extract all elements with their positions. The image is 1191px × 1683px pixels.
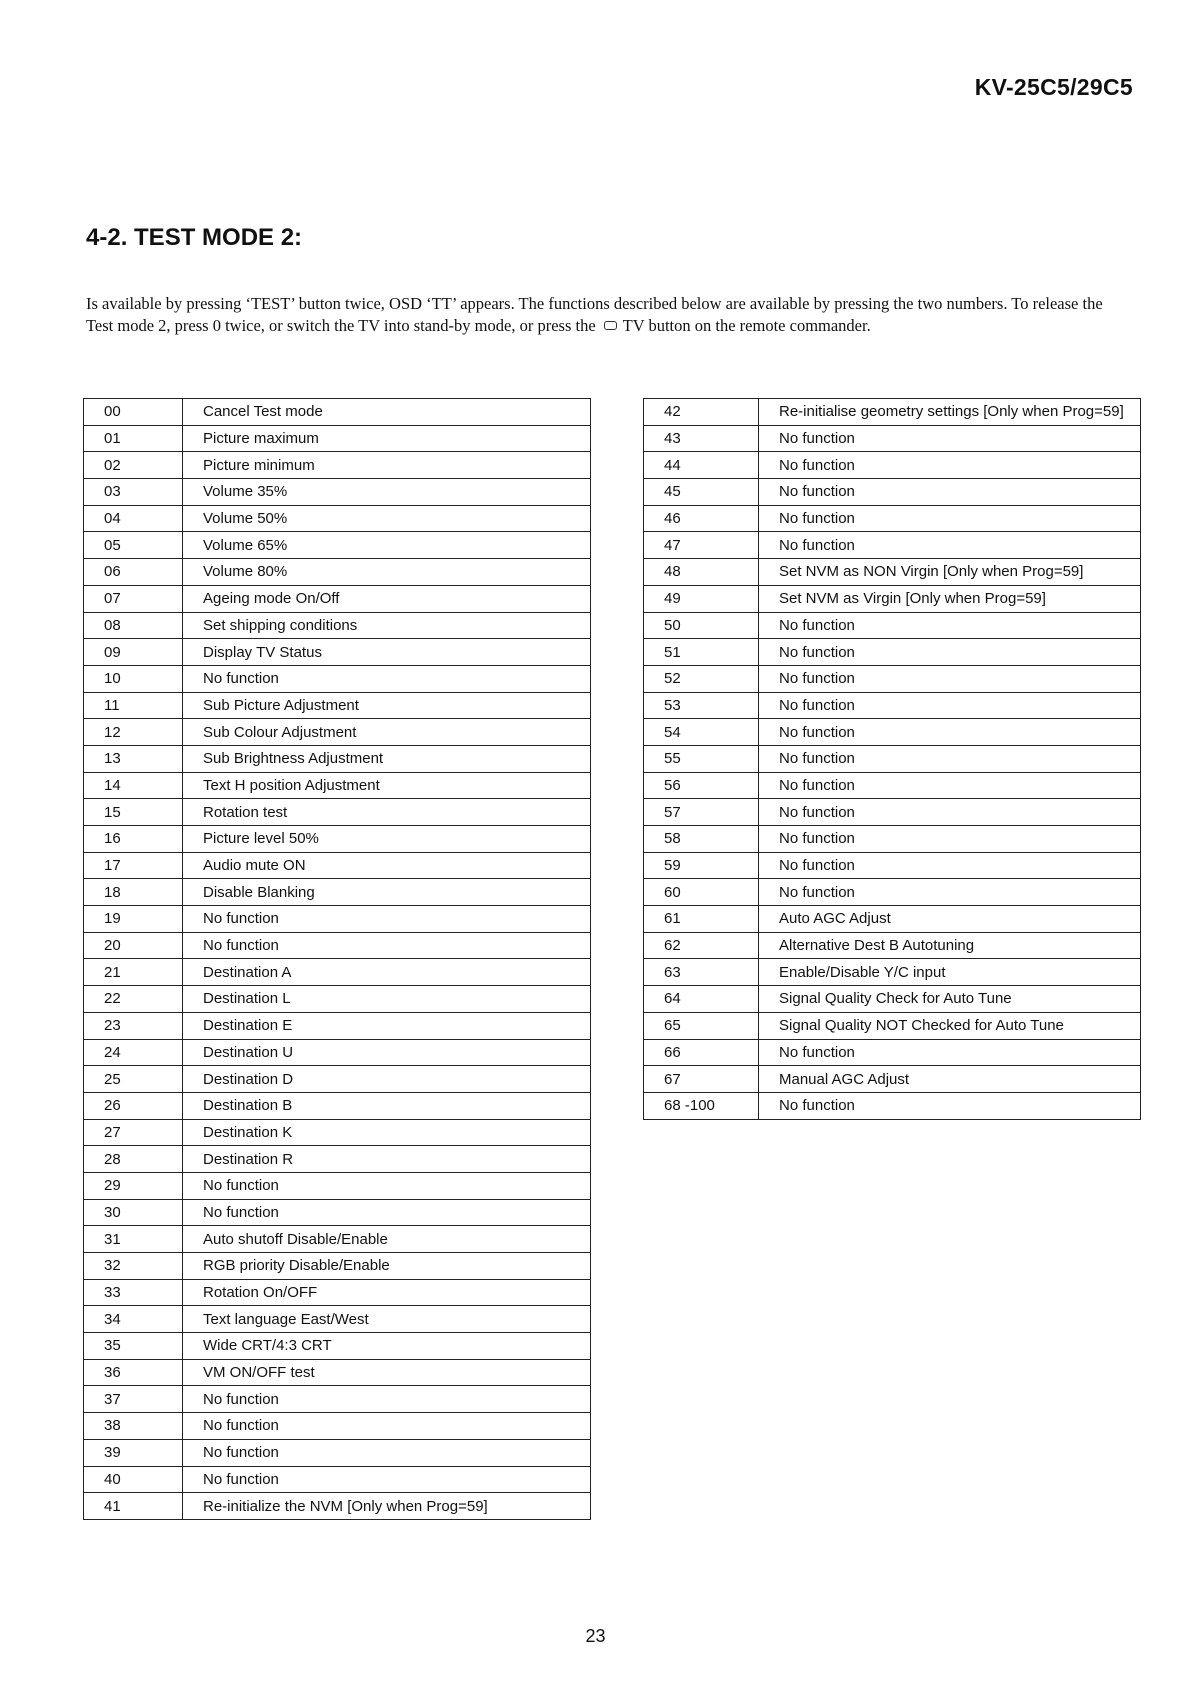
test-code: 06 xyxy=(84,559,183,586)
test-function: Auto AGC Adjust xyxy=(759,906,1141,933)
test-function: Rotation On/OFF xyxy=(183,1279,591,1306)
test-code: 47 xyxy=(644,532,759,559)
test-code: 68 -100 xyxy=(644,1092,759,1119)
test-code: 62 xyxy=(644,932,759,959)
test-code: 38 xyxy=(84,1413,183,1440)
test-function: No function xyxy=(759,1092,1141,1119)
test-code: 09 xyxy=(84,639,183,666)
table-row xyxy=(644,585,1141,612)
table-row xyxy=(84,799,591,826)
test-function: Set NVM as Virgin [Only when Prog=59] xyxy=(759,585,1141,612)
test-code: 30 xyxy=(84,1199,183,1226)
test-code: 55 xyxy=(644,745,759,772)
test-code: 10 xyxy=(84,665,183,692)
table-row xyxy=(644,425,1141,452)
test-function: Set shipping conditions xyxy=(183,612,591,639)
test-function: Destination U xyxy=(183,1039,591,1066)
test-function: No function xyxy=(183,1466,591,1493)
table-row xyxy=(84,585,591,612)
test-code: 63 xyxy=(644,959,759,986)
test-code: 64 xyxy=(644,986,759,1013)
test-function: Destination D xyxy=(183,1066,591,1093)
table-row xyxy=(84,1333,591,1360)
test-code: 13 xyxy=(84,745,183,772)
test-function: No function xyxy=(759,532,1141,559)
test-function: No function xyxy=(759,852,1141,879)
test-function: Re-initialise geometry settings [Only when Prog=59] xyxy=(759,399,1141,426)
test-code: 67 xyxy=(644,1066,759,1093)
test-function: No function xyxy=(183,1439,591,1466)
table-row xyxy=(84,425,591,452)
test-function: No function xyxy=(759,425,1141,452)
test-function: Wide CRT/4:3 CRT xyxy=(183,1333,591,1360)
test-code: 23 xyxy=(84,1012,183,1039)
test-function: No function xyxy=(759,1039,1141,1066)
page-number: 23 xyxy=(585,1626,606,1646)
test-function: No function xyxy=(759,612,1141,639)
test-function: No function xyxy=(759,745,1141,772)
table-row xyxy=(84,1039,591,1066)
test-code: 04 xyxy=(84,505,183,532)
test-function: Picture level 50% xyxy=(183,826,591,853)
test-code: 60 xyxy=(644,879,759,906)
test-function: Signal Quality Check for Auto Tune xyxy=(759,986,1141,1013)
test-function: Destination B xyxy=(183,1092,591,1119)
table-row xyxy=(644,932,1141,959)
table-row xyxy=(644,1066,1141,1093)
test-function: No function xyxy=(759,479,1141,506)
test-function: Destination L xyxy=(183,986,591,1013)
test-function: No function xyxy=(759,639,1141,666)
intro-paragraph xyxy=(86,293,1116,337)
test-code: 66 xyxy=(644,1039,759,1066)
test-code: 57 xyxy=(644,799,759,826)
table-row xyxy=(644,452,1141,479)
table-row xyxy=(84,826,591,853)
test-code: 58 xyxy=(644,826,759,853)
table-row xyxy=(84,745,591,772)
table-row xyxy=(644,559,1141,586)
table-row xyxy=(644,772,1141,799)
table-row xyxy=(84,452,591,479)
table-row xyxy=(84,1172,591,1199)
table-row xyxy=(84,505,591,532)
test-function: No function xyxy=(759,826,1141,853)
test-function: No function xyxy=(759,879,1141,906)
test-code: 41 xyxy=(84,1493,183,1520)
test-function: Destination A xyxy=(183,959,591,986)
table-row xyxy=(644,986,1141,1013)
test-function: Sub Colour Adjustment xyxy=(183,719,591,746)
table-row xyxy=(644,852,1141,879)
test-function: No function xyxy=(759,505,1141,532)
test-code: 22 xyxy=(84,986,183,1013)
table-row xyxy=(644,826,1141,853)
test-function: Volume 80% xyxy=(183,559,591,586)
test-code: 48 xyxy=(644,559,759,586)
test-function: Enable/Disable Y/C input xyxy=(759,959,1141,986)
table-row xyxy=(644,799,1141,826)
table-row xyxy=(84,1092,591,1119)
table-row xyxy=(644,505,1141,532)
table-row xyxy=(644,906,1141,933)
test-code: 12 xyxy=(84,719,183,746)
test-code: 25 xyxy=(84,1066,183,1093)
test-code: 61 xyxy=(644,906,759,933)
test-code: 35 xyxy=(84,1333,183,1360)
test-function: Sub Picture Adjustment xyxy=(183,692,591,719)
test-code: 42 xyxy=(644,399,759,426)
table-row xyxy=(644,1092,1141,1119)
test-code: 45 xyxy=(644,479,759,506)
table-row xyxy=(84,692,591,719)
test-function: No function xyxy=(183,1199,591,1226)
test-code: 56 xyxy=(644,772,759,799)
table-row xyxy=(644,959,1141,986)
test-code: 01 xyxy=(84,425,183,452)
table-row xyxy=(84,1253,591,1280)
table-row xyxy=(84,719,591,746)
table-row xyxy=(84,1226,591,1253)
test-function: No function xyxy=(759,452,1141,479)
test-function: Text H position Adjustment xyxy=(183,772,591,799)
table-row xyxy=(644,399,1141,426)
table-row xyxy=(644,745,1141,772)
test-function: Auto shutoff Disable/Enable xyxy=(183,1226,591,1253)
table-body-left xyxy=(84,399,591,1520)
test-code: 44 xyxy=(644,452,759,479)
table-row xyxy=(644,1012,1141,1039)
section-title: 4-2. TEST MODE 2: xyxy=(86,224,303,251)
test-function: No function xyxy=(183,906,591,933)
table-row xyxy=(84,399,591,426)
test-function: RGB priority Disable/Enable xyxy=(183,1253,591,1280)
table-row xyxy=(84,1413,591,1440)
model-number: KV-25C5/29C5 xyxy=(974,74,1133,100)
test-code: 24 xyxy=(84,1039,183,1066)
table-row xyxy=(84,1359,591,1386)
test-function: No function xyxy=(183,932,591,959)
test-function: Cancel Test mode xyxy=(183,399,591,426)
table-row xyxy=(84,986,591,1013)
test-function: Display TV Status xyxy=(183,639,591,666)
test-function: No function xyxy=(759,772,1141,799)
test-code: 14 xyxy=(84,772,183,799)
table-row xyxy=(84,906,591,933)
test-code: 02 xyxy=(84,452,183,479)
test-code: 37 xyxy=(84,1386,183,1413)
test-code: 19 xyxy=(84,906,183,933)
test-code: 15 xyxy=(84,799,183,826)
table-row xyxy=(84,1306,591,1333)
table-row xyxy=(84,852,591,879)
test-code: 27 xyxy=(84,1119,183,1146)
test-code: 26 xyxy=(84,1092,183,1119)
test-function: Re-initialize the NVM [Only when Prog=59] xyxy=(183,1493,591,1520)
test-function: Volume 35% xyxy=(183,479,591,506)
test-code: 03 xyxy=(84,479,183,506)
table-row xyxy=(84,639,591,666)
table-row xyxy=(84,1146,591,1173)
test-code: 31 xyxy=(84,1226,183,1253)
test-codes-table-left xyxy=(83,398,591,1520)
test-function: Volume 65% xyxy=(183,532,591,559)
test-code: 53 xyxy=(644,692,759,719)
test-function: Set NVM as NON Virgin [Only when Prog=59] xyxy=(759,559,1141,586)
table-row xyxy=(644,1039,1141,1066)
test-code: 32 xyxy=(84,1253,183,1280)
test-code: 17 xyxy=(84,852,183,879)
test-code: 00 xyxy=(84,399,183,426)
test-code: 52 xyxy=(644,665,759,692)
table-row xyxy=(84,1493,591,1520)
table-row xyxy=(84,772,591,799)
test-function: Destination R xyxy=(183,1146,591,1173)
test-function: Text language East/West xyxy=(183,1306,591,1333)
test-code: 05 xyxy=(84,532,183,559)
test-function: Rotation test xyxy=(183,799,591,826)
test-code: 33 xyxy=(84,1279,183,1306)
table-row xyxy=(644,639,1141,666)
table-row xyxy=(84,1279,591,1306)
test-function: Volume 50% xyxy=(183,505,591,532)
table-row xyxy=(84,612,591,639)
test-code: 50 xyxy=(644,612,759,639)
test-code: 65 xyxy=(644,1012,759,1039)
test-function: No function xyxy=(183,1386,591,1413)
test-code: 29 xyxy=(84,1172,183,1199)
table-row xyxy=(644,719,1141,746)
test-function: Sub Brightness Adjustment xyxy=(183,745,591,772)
test-function: No function xyxy=(759,692,1141,719)
test-code: 36 xyxy=(84,1359,183,1386)
test-function: No function xyxy=(759,719,1141,746)
test-function: Disable Blanking xyxy=(183,879,591,906)
test-function: Destination K xyxy=(183,1119,591,1146)
test-function: Picture maximum xyxy=(183,425,591,452)
test-function: No function xyxy=(183,1172,591,1199)
table-row xyxy=(84,879,591,906)
test-code: 20 xyxy=(84,932,183,959)
test-code: 43 xyxy=(644,425,759,452)
table-body-right xyxy=(644,399,1141,1120)
table-row xyxy=(84,1119,591,1146)
table-row xyxy=(644,612,1141,639)
table-row xyxy=(644,692,1141,719)
power-button-icon xyxy=(604,321,617,330)
table-row xyxy=(644,532,1141,559)
test-code: 16 xyxy=(84,826,183,853)
test-code: 18 xyxy=(84,879,183,906)
test-code: 28 xyxy=(84,1146,183,1173)
test-code: 51 xyxy=(644,639,759,666)
table-row xyxy=(84,1199,591,1226)
table-row xyxy=(84,559,591,586)
test-function: Audio mute ON xyxy=(183,852,591,879)
test-codes-table-right xyxy=(643,398,1141,1120)
test-code: 07 xyxy=(84,585,183,612)
table-row xyxy=(84,1066,591,1093)
table-row xyxy=(84,1466,591,1493)
table-row xyxy=(84,479,591,506)
test-function: Signal Quality NOT Checked for Auto Tune xyxy=(759,1012,1141,1039)
test-function: Ageing mode On/Off xyxy=(183,585,591,612)
test-function: Picture minimum xyxy=(183,452,591,479)
table-row xyxy=(84,1439,591,1466)
test-code: 34 xyxy=(84,1306,183,1333)
table-row xyxy=(84,959,591,986)
test-function: Alternative Dest B Autotuning xyxy=(759,932,1141,959)
test-function: Manual AGC Adjust xyxy=(759,1066,1141,1093)
test-code: 11 xyxy=(84,692,183,719)
table-row xyxy=(84,932,591,959)
test-function: No function xyxy=(183,1413,591,1440)
test-code: 54 xyxy=(644,719,759,746)
test-code: 49 xyxy=(644,585,759,612)
table-row xyxy=(84,665,591,692)
table-row xyxy=(644,479,1141,506)
test-code: 21 xyxy=(84,959,183,986)
test-code: 40 xyxy=(84,1466,183,1493)
test-code: 39 xyxy=(84,1439,183,1466)
test-code: 08 xyxy=(84,612,183,639)
table-row xyxy=(84,532,591,559)
table-row xyxy=(84,1386,591,1413)
test-function: No function xyxy=(183,665,591,692)
table-row xyxy=(644,665,1141,692)
intro-text: Is available by pressing ‘TEST’ button twice, OSD ‘TT’ appears. The functions described below are available by pressing the two numbers. To release the Test mode 2, press 0 twice, or switch the TV into stand-by mode, or press the xyxy=(86,294,1103,335)
test-code: 46 xyxy=(644,505,759,532)
test-function: Destination E xyxy=(183,1012,591,1039)
table-row xyxy=(644,879,1141,906)
test-code: 59 xyxy=(644,852,759,879)
intro-text-end: TV button on the remote commander. xyxy=(622,316,871,335)
test-function: VM ON/OFF test xyxy=(183,1359,591,1386)
table-row xyxy=(84,1012,591,1039)
test-function: No function xyxy=(759,799,1141,826)
test-function: No function xyxy=(759,665,1141,692)
